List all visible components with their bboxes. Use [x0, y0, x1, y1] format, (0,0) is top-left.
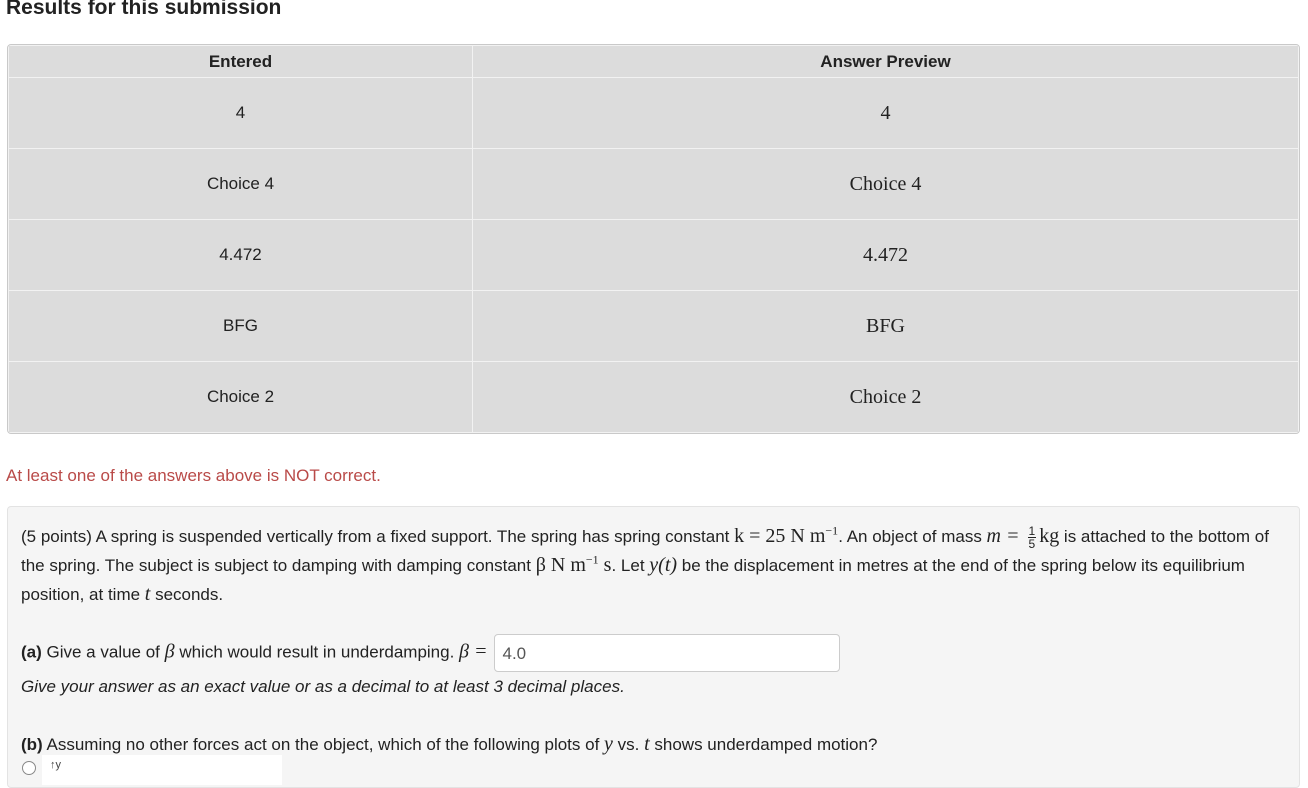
part-b-text: vs.	[612, 735, 645, 754]
time-symbol: t	[144, 583, 151, 605]
table-header-row	[9, 46, 1299, 78]
table-row	[9, 149, 1299, 220]
preview-cell: Choice 4	[473, 149, 1299, 220]
part-b-text: shows underdamped motion?	[649, 735, 878, 754]
problem-panel	[7, 506, 1300, 788]
problem-text: . An object of mass	[838, 527, 987, 546]
problem-text: seconds.	[150, 585, 224, 604]
entered-cell: 4	[9, 78, 473, 149]
problem-text: A spring is suspended vertically from a fixed support. The spring has spring constant	[91, 527, 735, 546]
preview-cell: BFG	[473, 291, 1299, 362]
beta-symbol: β	[164, 640, 175, 663]
fraction-numerator: 1	[1028, 524, 1036, 539]
table-row	[9, 362, 1299, 433]
table-row	[9, 291, 1299, 362]
part-b	[21, 731, 877, 758]
incorrect-warning: At least one of the answers above is NOT correct.	[6, 466, 381, 485]
plot-choice-image	[42, 755, 282, 785]
k-equation: k = 25 N m	[734, 525, 826, 547]
entered-cell: BFG	[9, 291, 473, 362]
entered-cell: Choice 4	[9, 149, 473, 220]
k-exponent: −1	[825, 523, 839, 538]
problem-text: . Let	[611, 556, 650, 575]
column-header-answer-preview: Answer Preview	[473, 46, 1299, 78]
mass-fraction	[1028, 525, 1037, 550]
problem-statement	[21, 522, 1281, 609]
entered-cell: Choice 2	[9, 362, 473, 433]
mass-symbol: m =	[986, 525, 1025, 547]
preview-cell: Choice 2	[473, 362, 1299, 433]
part-a-label: (a)	[21, 642, 42, 662]
beta-answer-input[interactable]: 4.0	[494, 634, 840, 672]
t-symbol: t	[644, 733, 650, 755]
beta-unit: β N m	[535, 554, 586, 576]
spring-constant-math	[734, 525, 838, 547]
plot-axis-label: ↑y	[50, 759, 61, 771]
page-title: Results for this submission	[6, 0, 282, 19]
damping-unit-math	[536, 554, 612, 576]
table-row	[9, 78, 1299, 149]
preview-cell: 4.472	[473, 220, 1299, 291]
part-b-label: (b)	[21, 735, 43, 754]
fraction-denominator: 5	[1028, 537, 1036, 552]
beta-equals: β =	[459, 640, 488, 663]
part-a-text: which would result in underdamping.	[174, 642, 460, 662]
seconds-unit: s	[598, 554, 612, 576]
displacement-function: y(t)	[649, 554, 678, 576]
part-a-text: Give a value of	[41, 642, 165, 662]
points-label: (5 points)	[21, 527, 92, 546]
results-table	[7, 44, 1300, 434]
part-b-text: Assuming no other forces act on the object, which of the following plots of	[42, 735, 605, 754]
column-header-entered: Entered	[9, 46, 473, 78]
beta-exponent: −1	[585, 552, 599, 567]
entered-cell: 4.472	[9, 220, 473, 291]
table-row	[9, 220, 1299, 291]
preview-cell: 4	[473, 78, 1299, 149]
plot-choice-radio[interactable]	[22, 761, 36, 775]
answer-hint: Give your answer as an exact value or as a decimal to at least 3 decimal places.	[21, 677, 625, 696]
problem-text: be the displacement in metres at the end of the spring below its equilibrium position, at time	[21, 556, 1245, 604]
y-symbol: y	[604, 733, 613, 755]
kg-unit: kg	[1039, 525, 1060, 547]
problem-text: is attached to the bottom of the spring. The subject is subject to damping with damping constant	[21, 527, 1269, 575]
part-a	[21, 634, 840, 672]
